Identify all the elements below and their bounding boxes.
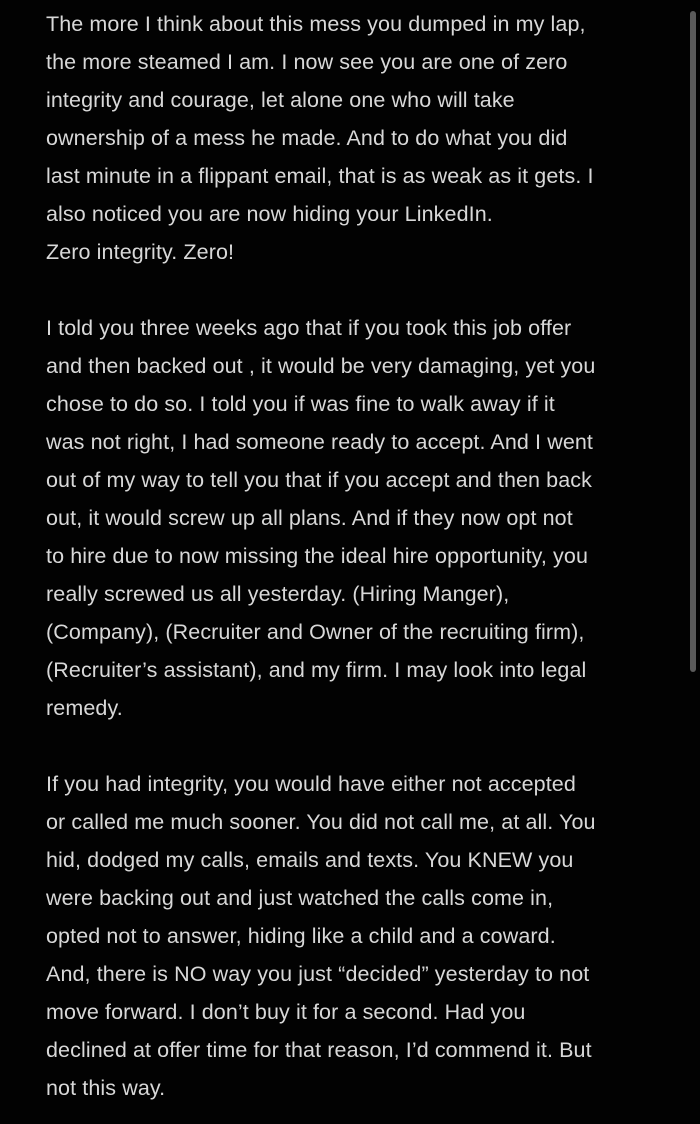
text-line: chose to do so. I told you if was fine to walk away if it — [46, 392, 555, 416]
text-line: last minute in a flippant email, that is as weak as it gets. I — [46, 164, 594, 188]
text-line: out, it would screw up all plans. And if they now opt not — [46, 506, 573, 530]
text-line: And, there is NO way you just “decided” yesterday to not — [46, 962, 590, 986]
text-line: The more I think about this mess you dumped in my lap, — [46, 12, 586, 36]
text-line: remedy. — [46, 696, 123, 720]
text-line: Zero integrity. Zero! — [46, 240, 235, 264]
text-line: to hire due to now missing the ideal hire opportunity, you — [46, 544, 589, 568]
paragraph-1 — [46, 5, 662, 271]
text-line: was not right, I had someone ready to accept. And I went — [46, 430, 594, 454]
text-line: move forward. I don’t buy it for a second. Had you — [46, 1000, 526, 1024]
text-line: (Recruiter’s assistant), and my firm. I may look into legal — [46, 658, 587, 682]
text-line: hid, dodged my calls, emails and texts. You KNEW you — [46, 848, 574, 872]
scrollbar-thumb[interactable] — [690, 11, 696, 672]
text-line: also noticed you are now hiding your LinkedIn. — [46, 202, 493, 226]
text-line: I told you three weeks ago that if you took this job offer — [46, 316, 572, 340]
text-line: If you had integrity, you would have either not accepted — [46, 772, 576, 796]
text-line: were backing out and just watched the calls come in, — [46, 886, 554, 910]
text-line: out of my way to tell you that if you accept and then back — [46, 468, 592, 492]
text-line: or called me much sooner. You did not call me, at all. You — [46, 810, 596, 834]
paragraph-2 — [46, 309, 662, 727]
text-line: integrity and courage, let alone one who will take — [46, 88, 515, 112]
text-line: declined at offer time for that reason, I’d commend it. But — [46, 1038, 592, 1062]
paragraph-3 — [46, 765, 662, 1107]
text-line: the more steamed I am. I now see you are one of zero — [46, 50, 568, 74]
text-line: and then backed out , it would be very damaging, yet you — [46, 354, 596, 378]
text-line: really screwed us all yesterday. (Hiring Manger), — [46, 582, 510, 606]
text-line: opted not to answer, hiding like a child and a coward. — [46, 924, 556, 948]
text-line: ownership of a mess he made. And to do what you did — [46, 126, 568, 150]
text-line: (Company), (Recruiter and Owner of the recruiting firm), — [46, 620, 585, 644]
text-line: not this way. — [46, 1076, 166, 1100]
